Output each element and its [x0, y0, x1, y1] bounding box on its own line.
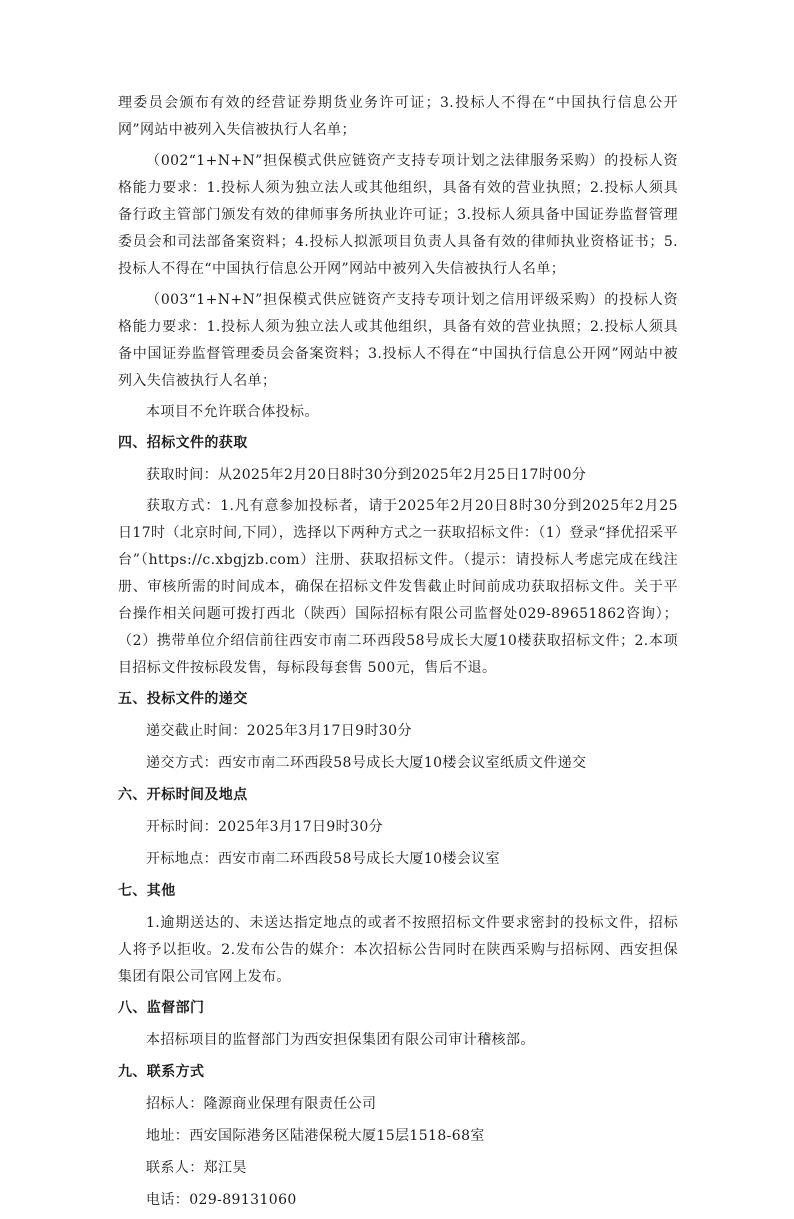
qualification-paragraph-003: （003“1+N+N”担保模式供应链资产支持专项计划之信用评级采购）的投标人资格能力要求：1.投标人须为独立法人或其他组织，具备有效的营业执照；2.投标人须具备中国证券监督管理委员会备案资料；3.投标人不得在“中国执行信息公开网”网站中被列入失信被执行人名单；: [118, 292, 678, 389]
section-heading-other: 七、其他: [118, 883, 176, 899]
obtain-method: 获取方式：1.凡有意参加投标者，请于2025年2月20日8时30分到2025年2月25日17时（北京时间,下同），选择以下两种方式之一获取招标文件：（1）登录“择优招采平台”（https://c.xbgjzb.com）注册、获取招标文件。（提示：请投标人考虑完成在线注册、审核所需的时间成本，确保在招标文件发售截止时间前成功获取招标文件。关于平台操作相关问题可拨打西北（陕西）国际招标有限公司监督处029-89651862咨询）；（2）携带单位介绍信前往西安市南二环西段58号成长大厦10楼获取招标文件；2.本项目招标文件按标段发售，每标段每套售 500元，售后不退。: [118, 498, 678, 676]
submission-method: 递交方式：西安市南二环西段58号成长大厦10楼会议室纸质文件递交: [146, 755, 587, 771]
other-notes: 1.逾期送达的、未送达指定地点的或者不按照招标文件要求密封的投标文件，招标人将予以拒收。2.发布公告的媒介：本次招标公告同时在陕西采购与招标网、西安担保集团有限公司官网上发布。: [118, 915, 678, 985]
submission-deadline: 递交截止时间：2025年3月17日9时30分: [146, 723, 412, 739]
qualification-paragraph-002: （002“1+N+N”担保模式供应链资产支持专项计划之法律服务采购）的投标人资格能力要求：1.投标人须为独立法人或其他组织，具备有效的营业执照；2.投标人须具备行政主管部门颁发有效的律师事务所执业许可证；3.投标人须具备中国证券监督管理委员会和司法部备案资料；4.投标人拟派项目负责人具备有效的律师执业资格证书；5.投标人不得在“中国执行信息公开网”网站中被列入失信被执行人名单；: [118, 153, 678, 277]
section-heading-contact: 九、联系方式: [118, 1064, 205, 1080]
consortium-note: 本项目不允许联合体投标。: [146, 404, 319, 420]
supervision-department: 本招标项目的监督部门为西安担保集团有限公司审计稽核部。: [146, 1032, 535, 1048]
bid-opening-time: 开标时间：2025年3月17日9时30分: [146, 819, 384, 835]
bid-opening-place: 开标地点：西安市南二环西段58号成长大厦10楼会议室: [146, 851, 501, 867]
document-body: [118, 90, 678, 1219]
qualification-paragraph-001-end: 理委员会颁布有效的经营证券期货业务许可证；3.投标人不得在“中国执行信息公开网”网站中被列入失信被执行人名单；: [118, 95, 678, 138]
contact-address: 地址：西安国际港务区陆港保税大厦15层1518-68室: [146, 1128, 485, 1144]
contact-person: 联系人：郑江昊: [146, 1160, 247, 1176]
section-heading-submission: 五、投标文件的递交: [118, 691, 248, 707]
section-heading-obtain-documents: 四、招标文件的获取: [118, 435, 248, 451]
obtain-time: 获取时间：从2025年2月20日8时30分到2025年2月25日17时00分: [146, 467, 587, 483]
contact-phone: 电话：029-89131060: [146, 1192, 297, 1208]
section-heading-bid-opening: 六、开标时间及地点: [118, 787, 248, 803]
contact-tenderer: 招标人：隆源商业保理有限责任公司: [146, 1096, 377, 1112]
section-heading-supervision: 八、监督部门: [118, 1000, 205, 1016]
